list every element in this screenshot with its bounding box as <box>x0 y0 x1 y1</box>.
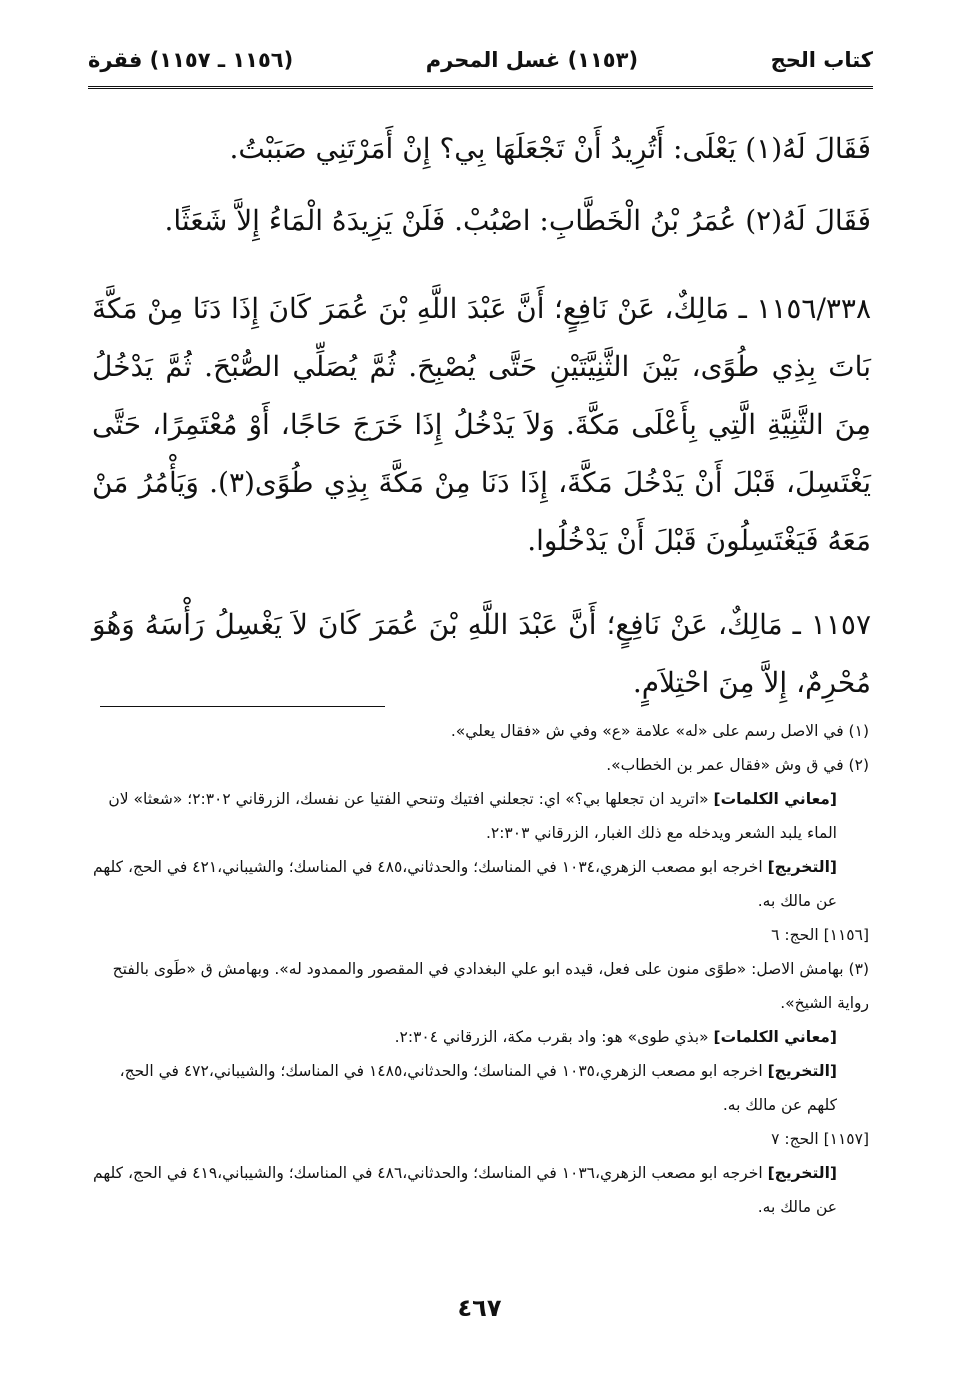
takhrij-note-3 <box>92 1156 869 1224</box>
text-line-2: فَقَالَ لَهُ(٢) عُمَرُ بْنُ الْخَطَّابِ: اصْبُبْ. فَلَنْ يَزِيدَهُ الْمَاءُ إِلاَّ شَعَثًا. <box>164 204 871 237</box>
footnotes <box>92 714 869 1224</box>
ma3ani-note-1 <box>92 782 869 850</box>
footnote-1: (١) في الاصل رسم على «له» علامة «ع» وفي ش «فقال يعلي». <box>450 722 869 740</box>
takhrij-text: اخرجه ابو مصعب الزهري،١٠٣٥ في المناسك؛ والحدثاني،١٤٨٥ في المناسك؛ والشيباني،٤٧٢ في الحج، كلهم عن مالك به. <box>119 1062 837 1114</box>
takhrij-note-2 <box>92 1054 869 1122</box>
ma3ani-text: «بذي طوى» هو: واد بقرب مكة، الزرقاني ٢:٣٠٤. <box>394 1028 714 1046</box>
takhrij-note-1 <box>92 850 869 918</box>
paragraph-range: (١١٥٦ ـ ١١٥٧) فقرة <box>88 48 294 72</box>
ma3ani-note-2 <box>92 1020 869 1054</box>
main-text <box>92 120 871 712</box>
takhrij-label: [التخريج] <box>767 1062 837 1080</box>
takhrij-label: [التخريج] <box>767 1164 837 1182</box>
takhrij-text: اخرجه ابو مصعب الزهري،١٠٣٦ في المناسك؛ والحدثاني،٤٨٦ في المناسك؛ والشيباني،٤١٩ في الحج، كلهم عن مالك به. <box>93 1164 837 1216</box>
takhrij-label: [التخريج] <box>767 858 837 876</box>
footnote-3: (٣) بهامش الاصل: «طوًى منون على فعل، قيده ابو علي البغدادي في المقصور والممدود له». وبهامش ق «طَوى بالفتح رواية الشيخ». <box>112 960 869 1012</box>
page-number: ٤٦٧ <box>457 1294 502 1322</box>
ma3ani-label: [معاني الكلمات] <box>713 1028 837 1046</box>
footnote-separator <box>100 706 385 707</box>
footnote-2: (٢) في ق وش «فقال عمر بن الخطاب». <box>606 756 869 774</box>
ma3ani-text: «اتريد ان تجعلها بي؟» اي: تجعلني افتيك وتنحي الفتيا عن نفسك، الزرقاني ٢:٣٠٢؛ «شعثا» لان الماء يلبد الشعر ويدخله مع ذلك الغبار، الزرقاني ٢:٣٠٣. <box>108 790 837 842</box>
ref-1157: [١١٥٧] الحج: ٧ <box>771 1130 869 1148</box>
chapter-title: (١١٥٣) غسل المحرم <box>425 48 639 72</box>
text-line-1: فَقَالَ لَهُ(١) يَعْلَى: أَتُرِيدُ أَنْ تَجْعَلَهَا بِي؟ إِنْ أَمَرْتَنِي صَبَبْتُ. <box>229 132 871 165</box>
running-head <box>88 40 873 89</box>
book-title: كتاب الحج <box>770 48 873 72</box>
ref-1156: [١١٥٦] الحج: ٦ <box>771 926 869 944</box>
ma3ani-label: [معاني الكلمات] <box>713 790 837 808</box>
takhrij-text: اخرجه ابو مصعب الزهري،١٠٣٤ في المناسك؛ والحدثاني،٤٨٥ في المناسك؛ والشيباني،٤٢١ في الحج، كلهم عن مالك به. <box>93 858 837 910</box>
hadith-1156: ١١٥٦/٣٣٨ ـ مَالِكٌ، عَنْ نَافِعٍ؛ أَنَّ عَبْدَ اللَّهِ بْنَ عُمَرَ كَانَ إِذَا دَنَا مِنْ مَكَّةَ بَاتَ بِذِي طُوًى، بَيْنَ الثَّنِيَّتَيْنِ حَتَّى يُصْبِحَ. ثُمَّ يُصَلِّي الصُّبْحَ. ثُمَّ يَدْخُلُ مِنَ الثَّنِيَّةِ الَّتِي بِأَعْلَى مَكَّةَ. وَلاَ يَدْخُلُ إِذَا خَرَجَ حَاجًا، أَوْ مُعْتَمِرًا، حَتَّى يَغْتَسِلَ، قَبْلَ أَنْ يَدْخُلَ مَكَّةَ، إِذَا دَنَا مِنْ مَكَّةَ بِذِي طُوًى(٣). وَيَأْمُرُ مَنْ مَعَهُ فَيَغْتَسِلُونَ قَبْلَ أَنْ يَدْخُلُوا. <box>92 292 871 557</box>
hadith-1157: ١١٥٧ ـ مَالِكٌ، عَنْ نَافِعٍ؛ أَنَّ عَبْدَ اللَّهِ بْنَ عُمَرَ كَانَ لاَ يَغْسِلُ رَأْسَهُ وَهُوَ مُحْرِمٌ، إِلاَّ مِنَ احْتِلاَمٍ. <box>92 608 871 699</box>
